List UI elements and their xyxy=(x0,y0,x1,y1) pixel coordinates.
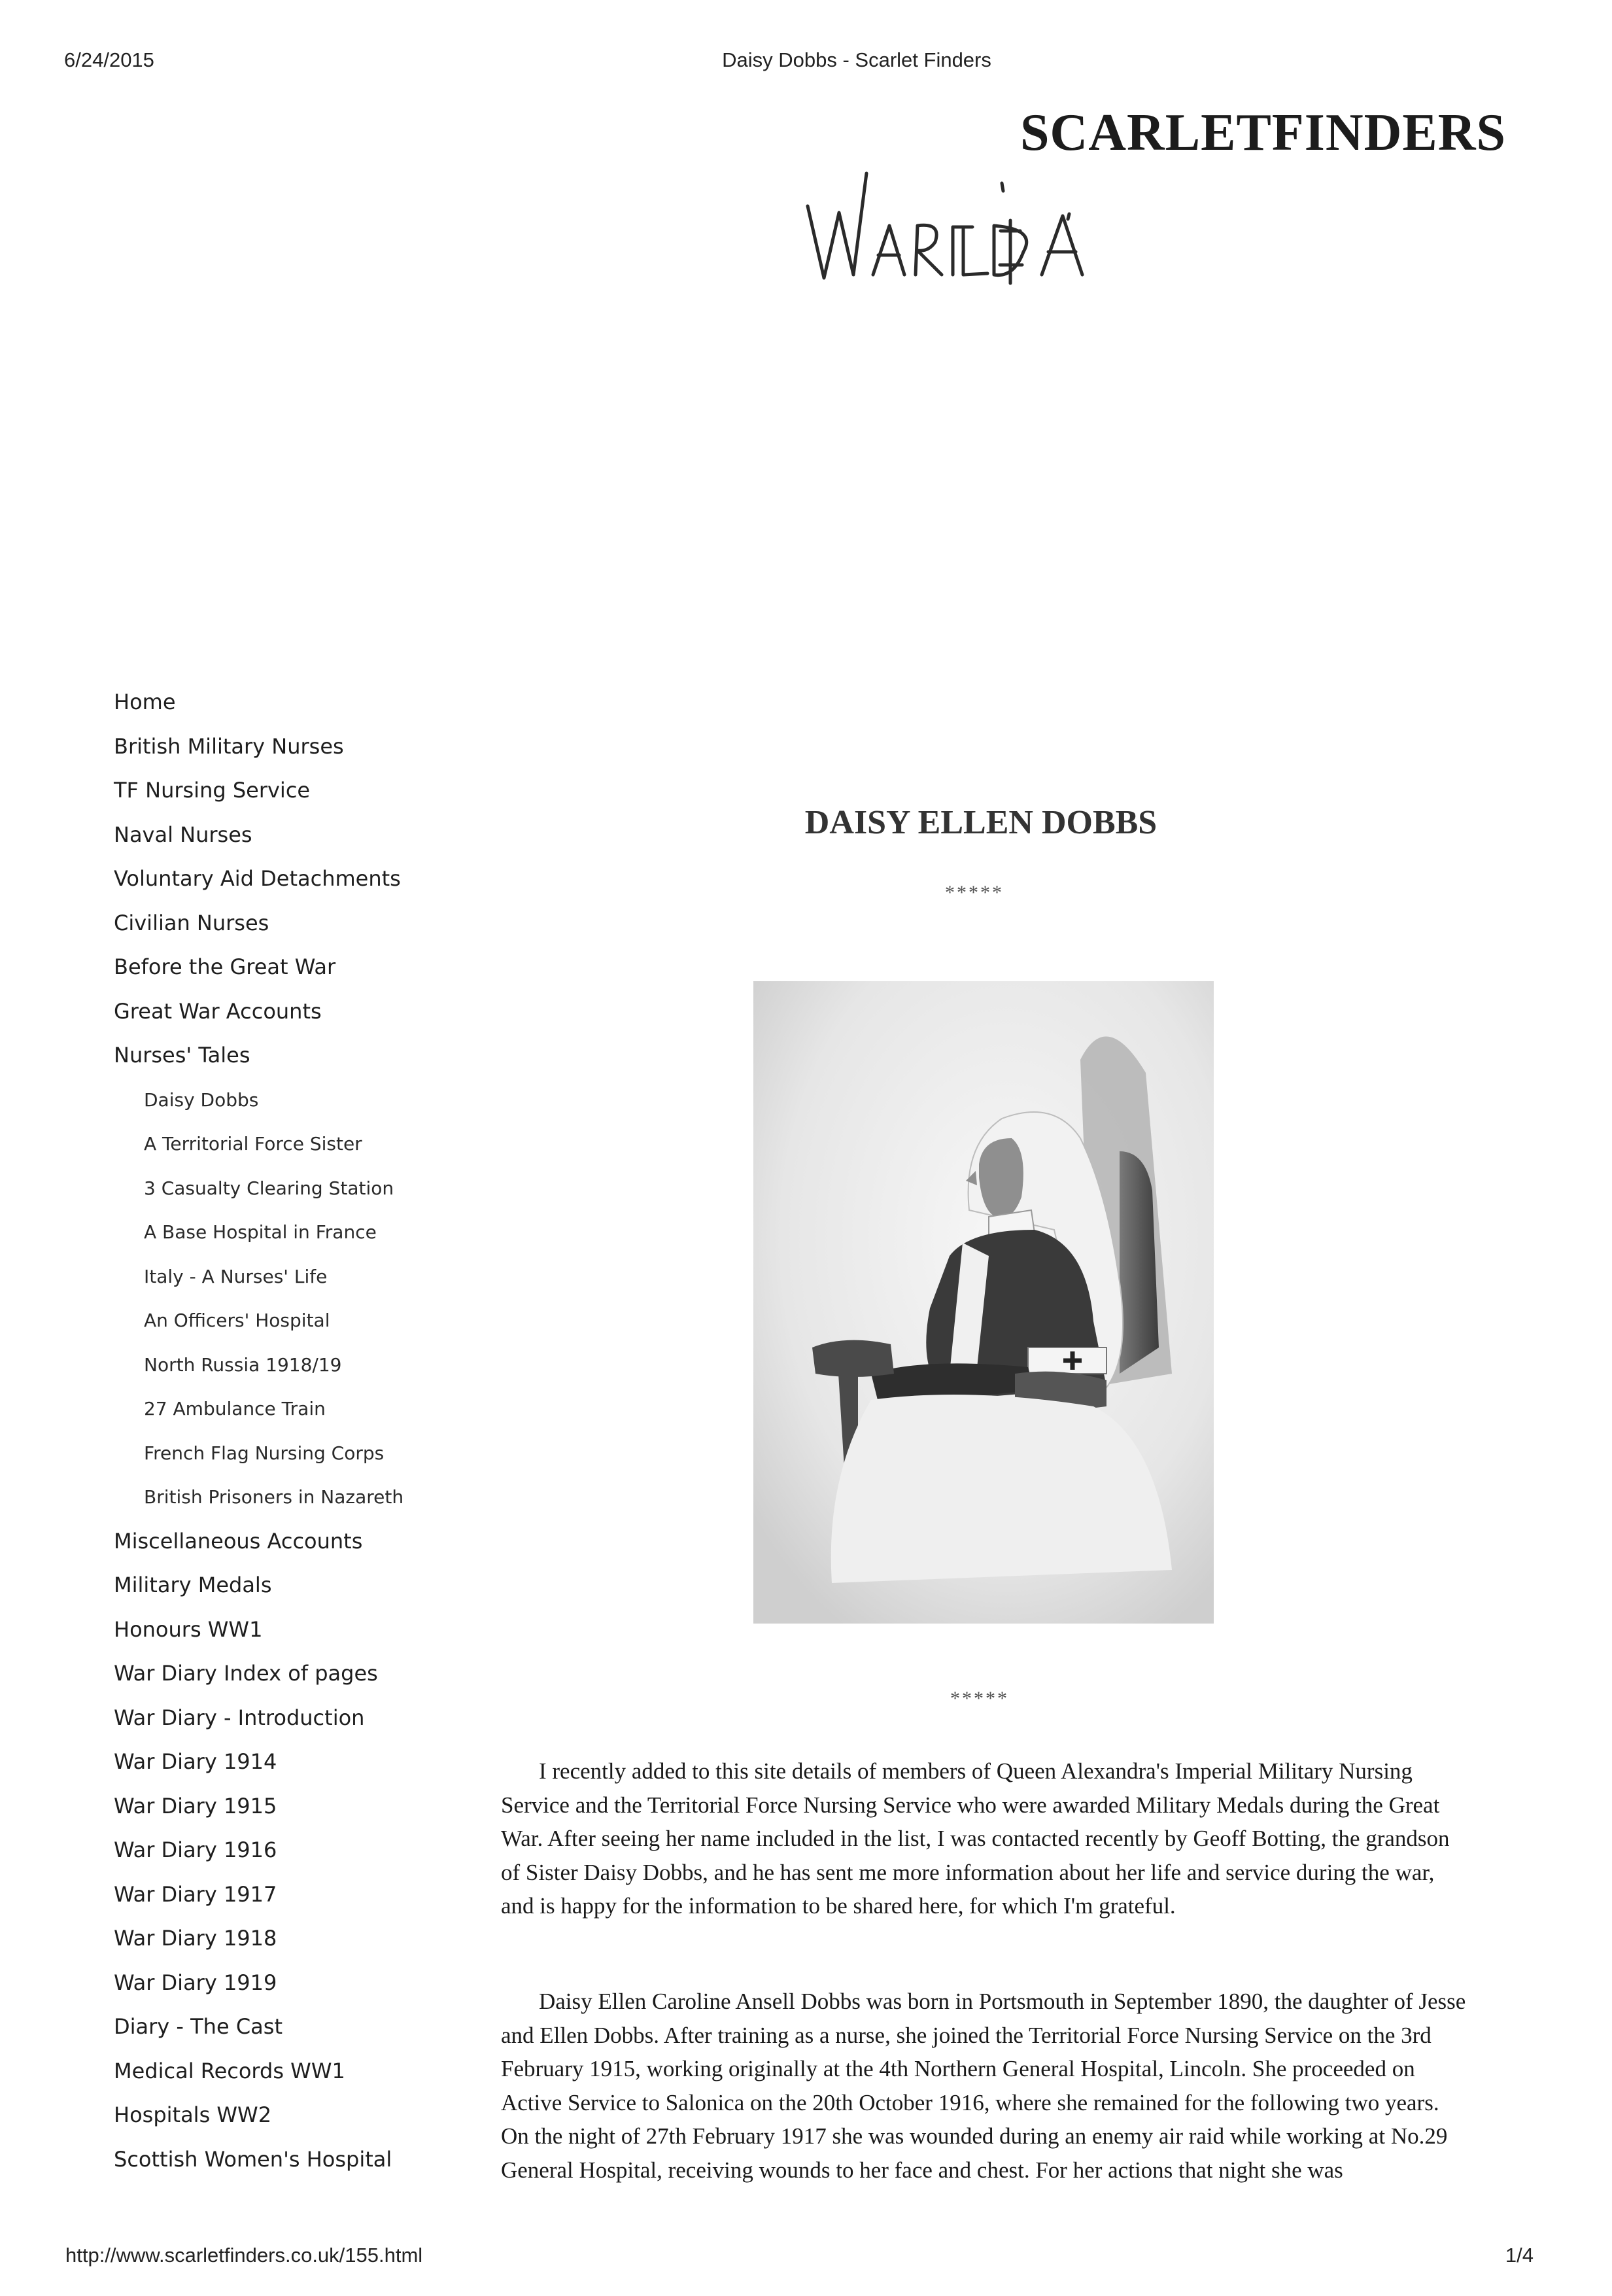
nav-item-medical-records-ww1[interactable]: Medical Records WW1 xyxy=(114,2058,345,2083)
nav-item-3-casualty-clearing-station[interactable]: 3 Casualty Clearing Station xyxy=(144,1177,394,1199)
nav-item-scottish-women-s-hospital[interactable]: Scottish Women's Hospital xyxy=(114,2146,392,2172)
nav-item-military-medals[interactable]: Military Medals xyxy=(114,1573,272,1597)
nav-item-hospitals-ww2[interactable]: Hospitals WW2 xyxy=(114,2102,272,2127)
site-title[interactable]: SCARLETFINDERS xyxy=(1020,104,1506,162)
nav-item-voluntary-aid-detachments[interactable]: Voluntary Aid Detachments xyxy=(114,866,401,891)
nav-item-british-prisoners-in-nazareth[interactable]: British Prisoners in Nazareth xyxy=(144,1486,404,1508)
nav-item-war-diary-1918[interactable]: War Diary 1918 xyxy=(114,1926,277,1951)
print-page-title: Daisy Dobbs - Scarlet Finders xyxy=(722,48,991,71)
nav-item-home[interactable]: Home xyxy=(114,689,176,714)
nav-item-war-diary-introduction[interactable]: War Diary - Introduction xyxy=(114,1705,365,1730)
nav-item-miscellaneous-accounts[interactable]: Miscellaneous Accounts xyxy=(114,1528,363,1554)
nav-item-a-base-hospital-in-france[interactable]: A Base Hospital in France xyxy=(144,1221,377,1243)
nav-item-great-war-accounts[interactable]: Great War Accounts xyxy=(114,998,322,1024)
print-date: 6/24/2015 xyxy=(64,48,154,71)
print-page-number: 1/4 xyxy=(1505,2244,1534,2267)
nav-item-diary-the-cast[interactable]: Diary - The Cast xyxy=(114,2014,283,2039)
nav-item-civilian-nurses[interactable]: Civilian Nurses xyxy=(114,910,269,935)
nav-item-war-diary-1916[interactable]: War Diary 1916 xyxy=(114,1837,277,1862)
article-paragraph: Daisy Ellen Caroline Ansell Dobbs was born in Portsmouth in September 1890, the daughter of Jesse and Ellen Dobbs. After training as a nurse, she joined the Territorial Force Nursing Service on the 3rd February 1915, working originally at the 4th Northern General Hospital, Lincoln. She proceeded on Active Service to Salonica on the 20th October 1916, where she remained for the following two years. On the night of 27th February 1917 she was wounded during an enemy air raid while working at No.29 General Hospital, receiving wounds to her face and chest. For her actions that night she was xyxy=(501,1989,1466,2183)
nurse-portrait-photo xyxy=(753,981,1214,1624)
nav-item-naval-nurses[interactable]: Naval Nurses xyxy=(114,822,252,847)
nav-item-war-diary-1919[interactable]: War Diary 1919 xyxy=(114,1970,277,1995)
handwritten-note xyxy=(801,167,1141,301)
nav-item-italy-a-nurses-life[interactable]: Italy - A Nurses' Life xyxy=(144,1265,328,1287)
nav-item-north-russia-1918-19[interactable]: North Russia 1918/19 xyxy=(144,1353,342,1376)
separator-stars: ***** xyxy=(950,1688,1009,1709)
nav-item-tf-nursing-service[interactable]: TF Nursing Service xyxy=(114,778,311,803)
nav-item-war-diary-1917[interactable]: War Diary 1917 xyxy=(114,1881,277,1907)
nav-item-french-flag-nursing-corps[interactable]: French Flag Nursing Corps xyxy=(144,1442,385,1464)
sidebar-nav xyxy=(114,680,480,2182)
print-footer-url: http://www.scarletfinders.co.uk/155.html xyxy=(65,2244,423,2267)
nav-item-an-officers-hospital[interactable]: An Officers' Hospital xyxy=(144,1310,330,1331)
nav-item-27-ambulance-train[interactable]: 27 Ambulance Train xyxy=(144,1398,326,1419)
nav-item-daisy-dobbs[interactable]: Daisy Dobbs xyxy=(144,1088,259,1111)
nav-item-war-diary-1915[interactable]: War Diary 1915 xyxy=(114,1793,277,1818)
article-title: DAISY ELLEN DOBBS xyxy=(804,804,1158,841)
separator-stars: ***** xyxy=(945,882,1004,903)
article-paragraph: I recently added to this site details of members of Queen Alexandra's Imperial Military Nursing Service and the Territorial Force Nursing Service who were awarded Military Medals during the Great War. After seeing her name included in the list, I was contacted recently by Geoff Botting, the grandson of Sister Daisy Dobbs, and he has sent me more information about her life and service during the war, and is happy for the information to be shared here, for which I'm grateful. xyxy=(501,1758,1450,1919)
nav-item-war-diary-1914[interactable]: War Diary 1914 xyxy=(114,1749,277,1774)
nav-item-nurses-tales[interactable]: Nurses' Tales xyxy=(114,1043,250,1068)
nav-item-war-diary-index-of-pages[interactable]: War Diary Index of pages xyxy=(114,1661,378,1686)
nav-item-a-territorial-force-sister[interactable]: A Territorial Force Sister xyxy=(144,1133,362,1155)
nav-item-before-the-great-war[interactable]: Before the Great War xyxy=(114,954,336,979)
nav-item-honours-ww1[interactable]: Honours WW1 xyxy=(114,1616,263,1642)
nav-item-british-military-nurses[interactable]: British Military Nurses xyxy=(114,733,344,759)
